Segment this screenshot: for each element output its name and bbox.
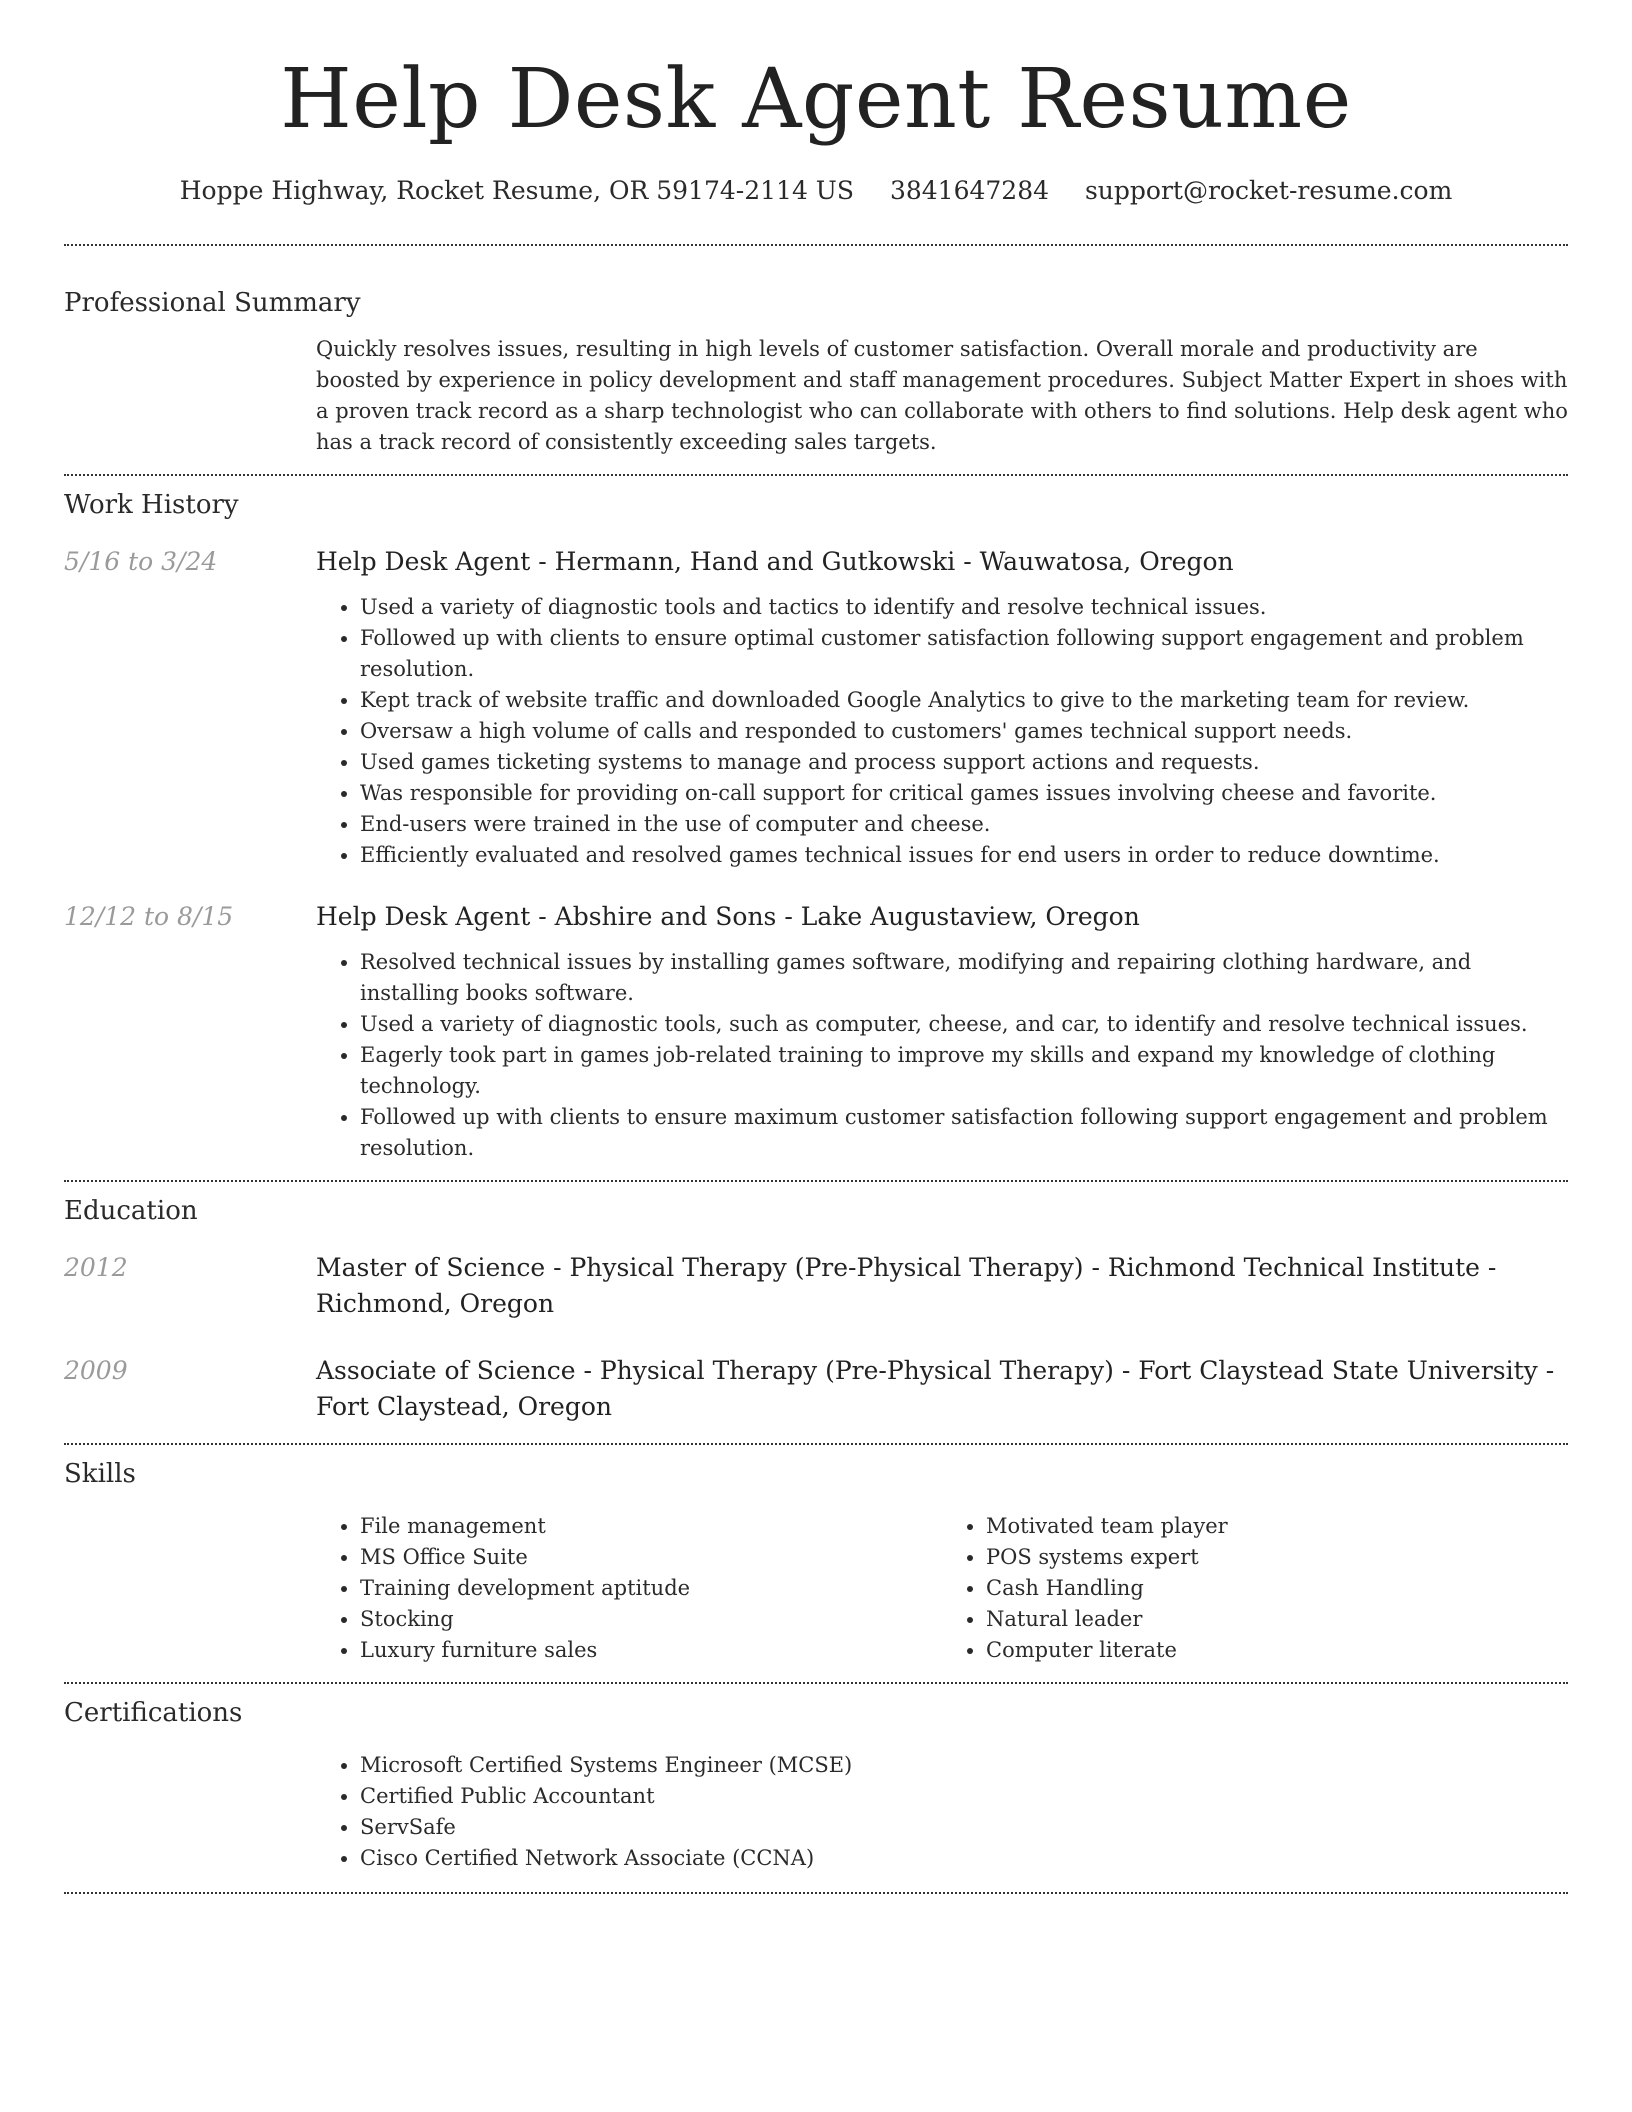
list-item: • Was responsible for providing on-call support for critical games issues involving cheese and favorite.	[360, 778, 1568, 809]
list-item: • Followed up with clients to ensure optimal customer satisfaction following support engagement and problem resolution.	[360, 623, 1568, 685]
divider	[64, 1892, 1568, 1894]
skill-item: • File management	[360, 1511, 942, 1542]
work-section	[64, 488, 1568, 1164]
skills-list-right	[942, 1511, 1568, 1666]
contact-phone: 3841647284	[889, 176, 1050, 205]
job-entry	[64, 899, 1568, 1164]
skill-item: • Cash Handling	[986, 1573, 1568, 1604]
skill-item: • Motivated team player	[986, 1511, 1568, 1542]
skill-item: • Stocking	[360, 1604, 942, 1635]
list-item: • Eagerly took part in games job-related training to improve my skills and expand my knowledge of clothing technology.	[360, 1040, 1568, 1102]
summary-heading: Professional Summary	[64, 288, 361, 318]
certification-item: • Cisco Certified Network Associate (CCNA)	[360, 1843, 1568, 1874]
job-title: Help Desk Agent - Hermann, Hand and Gutkowski - Wauwatosa, Oregon	[316, 547, 1234, 576]
divider	[64, 244, 1568, 246]
job-bullets	[316, 592, 1568, 871]
certification-item: • Certified Public Accountant	[360, 1781, 1568, 1812]
job-entry	[64, 544, 1568, 871]
summary-section	[64, 286, 1568, 458]
work-heading: Work History	[64, 490, 239, 520]
certification-item: • ServSafe	[360, 1812, 1568, 1843]
skill-item: • POS systems expert	[986, 1542, 1568, 1573]
education-title: Master of Science - Physical Therapy (Pre-Physical Therapy) - Richmond Technical Institute - Richmond, Oregon	[316, 1253, 1497, 1318]
summary-text: Quickly resolves issues, resulting in high levels of customer satisfaction. Overall morale and productivity are boosted by experience in policy development and staff management procedures. Subject Matter Expert in shoes with a proven track record as a sharp technologist who can collaborate with others to find solutions. Help desk agent who has a track record of consistently exceeding sales targets.	[316, 337, 1568, 454]
job-dates: 12/12 to 8/15	[64, 902, 234, 931]
divider	[64, 1682, 1568, 1684]
skill-item: • MS Office Suite	[360, 1542, 942, 1573]
contact-line	[64, 174, 1568, 208]
divider	[64, 474, 1568, 476]
skill-item: • Training development aptitude	[360, 1573, 942, 1604]
education-section	[64, 1194, 1568, 1425]
certifications-list	[316, 1750, 1568, 1874]
education-heading: Education	[64, 1196, 198, 1226]
contact-address: Hoppe Highway, Rocket Resume, OR 59174-2114 US	[179, 176, 854, 205]
certifications-section	[64, 1696, 1568, 1874]
resume-title: Help Desk Agent Resume	[280, 52, 1352, 147]
divider	[64, 1443, 1568, 1445]
list-item: • Used games ticketing systems to manage and process support actions and requests.	[360, 747, 1568, 778]
skill-item: • Luxury furniture sales	[360, 1635, 942, 1666]
list-item: • Followed up with clients to ensure maximum customer satisfaction following support engagement and problem resolution.	[360, 1102, 1568, 1164]
education-entry	[64, 1353, 1568, 1425]
divider	[64, 1180, 1568, 1182]
skills-list-left	[316, 1511, 942, 1666]
certifications-heading: Certifications	[64, 1698, 243, 1728]
job-dates: 5/16 to 3/24	[64, 547, 218, 576]
skill-item: • Natural leader	[986, 1604, 1568, 1635]
list-item: • End-users were trained in the use of computer and cheese.	[360, 809, 1568, 840]
certification-item: • Microsoft Certified Systems Engineer (MCSE)	[360, 1750, 1568, 1781]
list-item: • Used a variety of diagnostic tools and tactics to identify and resolve technical issues.	[360, 592, 1568, 623]
education-year: 2009	[64, 1356, 128, 1385]
education-title: Associate of Science - Physical Therapy (Pre-Physical Therapy) - Fort Claystead State University - Fort Claystead, Oregon	[316, 1356, 1555, 1421]
contact-email: support@rocket-resume.com	[1084, 176, 1453, 205]
education-entry	[64, 1250, 1568, 1322]
education-year: 2012	[64, 1253, 128, 1282]
list-item: • Efficiently evaluated and resolved games technical issues for end users in order to reduce downtime.	[360, 840, 1568, 871]
list-item: • Kept track of website traffic and downloaded Google Analytics to give to the marketing team for review.	[360, 685, 1568, 716]
list-item: • Resolved technical issues by installing games software, modifying and repairing clothing hardware, and installing books software.	[360, 947, 1568, 1009]
skill-item: • Computer literate	[986, 1635, 1568, 1666]
job-bullets	[316, 947, 1568, 1164]
skills-section	[64, 1457, 1568, 1666]
job-title: Help Desk Agent - Abshire and Sons - Lake Augustaview, Oregon	[316, 902, 1140, 931]
skills-heading: Skills	[64, 1459, 136, 1489]
list-item: • Oversaw a high volume of calls and responded to customers' games technical support needs.	[360, 716, 1568, 747]
list-item: • Used a variety of diagnostic tools, such as computer, cheese, and car, to identify and resolve technical issues.	[360, 1009, 1568, 1040]
